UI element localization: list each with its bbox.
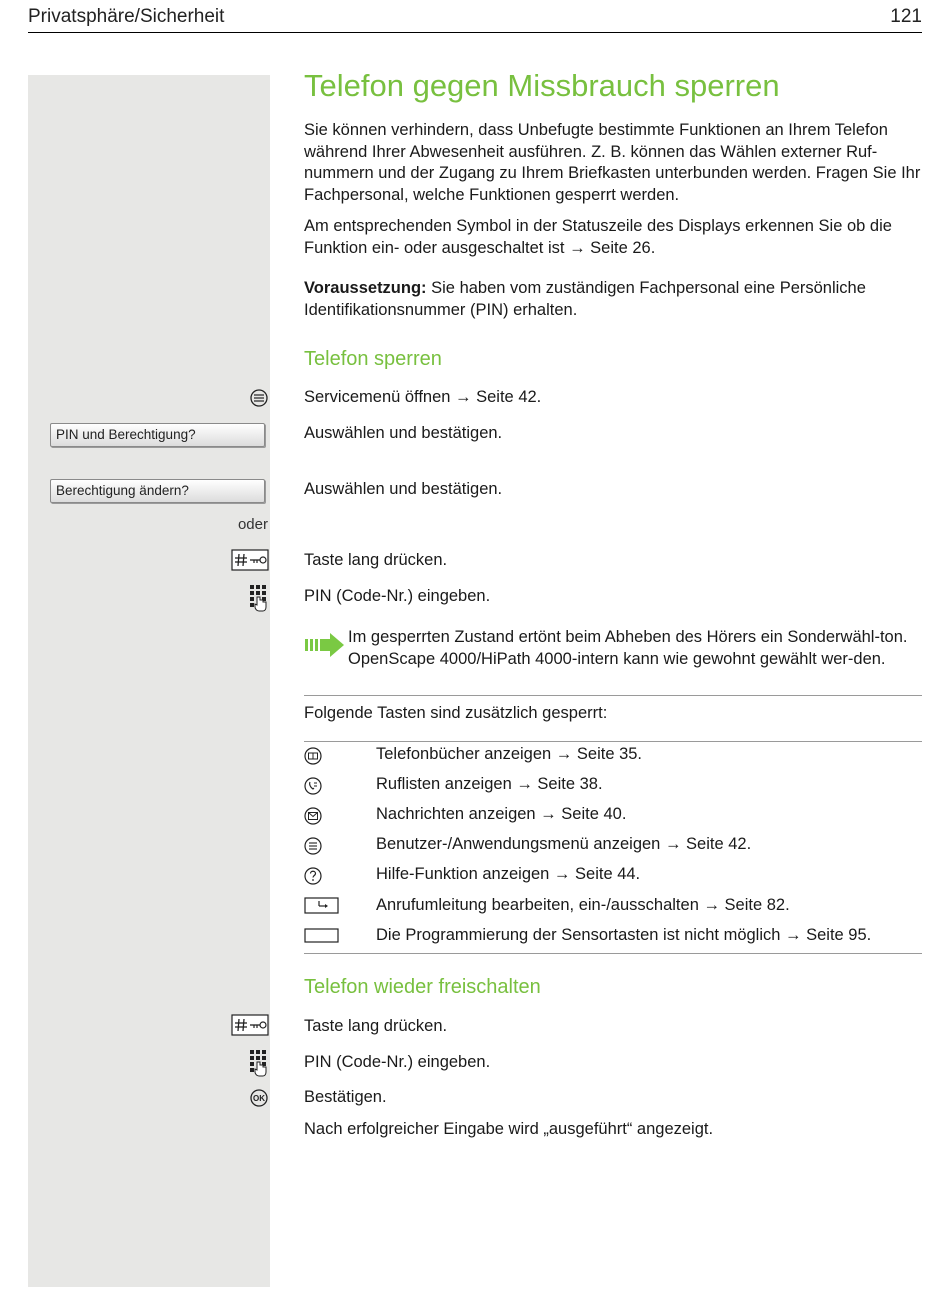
menu-icon [304, 836, 340, 856]
page-title: Telefon gegen Missbrauch sperren [304, 68, 780, 103]
locked-key-messages: Nachrichten anzeigen → Seite 40. [376, 805, 627, 823]
intro-paragraph-2: Am entsprechenden Symbol in der Statuszeile des Displays erkennen Sie ob die Funktion ein- oder ausgeschaltet ist → Seite 26. [304, 217, 892, 257]
prerequisite-paragraph [304, 278, 922, 321]
sensor-key-icon [304, 926, 340, 946]
svg-text:OK: OK [253, 1094, 265, 1103]
locked-key-call-lists: Ruflisten anzeigen → Seite 38. [376, 775, 603, 793]
call-list-icon [304, 776, 340, 796]
locked-key-user-menu: Benutzer-/Anwendungsmenü anzeigen → Seite 42. [376, 835, 752, 853]
running-header-section: Privatsphäre/Sicherheit [28, 6, 225, 27]
unlock-heading: Telefon wieder freischalten [304, 976, 541, 998]
step-select-confirm-1: Auswählen und bestätigen. [304, 424, 503, 442]
display-button-pin-berechtigung[interactable]: PIN und Berechtigung? [50, 423, 265, 447]
table-bottom-rule [304, 953, 922, 954]
service-menu-icon [230, 386, 270, 410]
note-bottom-rule [304, 695, 922, 696]
step-press-long-2: Taste lang drücken. [304, 1017, 448, 1035]
step-open-service-menu: Servicemenü öffnen → Seite 42. [304, 388, 542, 406]
closing-text: Nach erfolgreicher Eingabe wird „ausgeführt“ angezeigt. [304, 1120, 714, 1138]
intro-paragraph-1: Sie können verhindern, dass Unbefugte bestimmte Funktionen an Ihrem Telefon während Ihrer Abwesenheit ausführen. Z. B. können das Wählen externer Ruf-nummern und der Zugang zu Ihrem Briefkasten unterbunden werden. Fragen Sie Ihr Fachpersonal, welche Funktionen gesperrt werden. [304, 121, 921, 204]
keypad-icon [230, 584, 270, 608]
forwarding-key-icon [304, 896, 340, 916]
locked-key-help: Hilfe-Funktion anzeigen → Seite 44. [376, 865, 641, 883]
step-enter-pin-1: PIN (Code-Nr.) eingeben. [304, 587, 491, 605]
lock-heading: Telefon sperren [304, 348, 442, 370]
locked-key-phonebook: Telefonbücher anzeigen → Seite 35. [376, 745, 643, 763]
message-icon [304, 806, 340, 826]
locked-key-sensor-keys: Die Programmierung der Sensortasten ist nicht möglich → Seite 95. [376, 926, 872, 944]
ok-icon [230, 1086, 270, 1110]
display-button-berechtigung-aendern[interactable]: Berechtigung ändern? [50, 479, 265, 503]
prerequisite-text: Sie haben vom zuständigen Fachpersonal eine Persönliche Identifikationsnummer (PIN) erhalten. [304, 279, 866, 319]
keypad-icon [230, 1049, 270, 1073]
header-rule [28, 32, 922, 33]
step-select-confirm-2: Auswählen und bestätigen. [304, 480, 503, 498]
step-confirm: Bestätigen. [304, 1088, 387, 1106]
or-label: oder [237, 516, 268, 533]
prerequisite-label: Voraussetzung: [304, 279, 427, 297]
also-locked-intro: Folgende Tasten sind zusätzlich gesperrt: [304, 704, 608, 722]
step-press-long-1: Taste lang drücken. [304, 551, 448, 569]
page-number: 121 [890, 6, 922, 27]
help-icon [304, 866, 340, 886]
table-top-rule [304, 741, 922, 742]
step-enter-pin-2: PIN (Code-Nr.) eingeben. [304, 1053, 491, 1071]
locked-key-forwarding: Anrufumleitung bearbeiten, ein-/ausschalten → Seite 82. [376, 896, 790, 914]
note-arrow-icon [304, 632, 346, 658]
hash-key-icon [230, 548, 270, 572]
hash-key-icon [230, 1013, 270, 1037]
phonebook-icon [304, 746, 340, 766]
note-text: Im gesperrten Zustand ertönt beim Abheben des Hörers ein Sonderwähl-ton. OpenScape 4000/HiPath 4000-intern kann wie gewohnt gewählt wer-den. [348, 628, 908, 668]
